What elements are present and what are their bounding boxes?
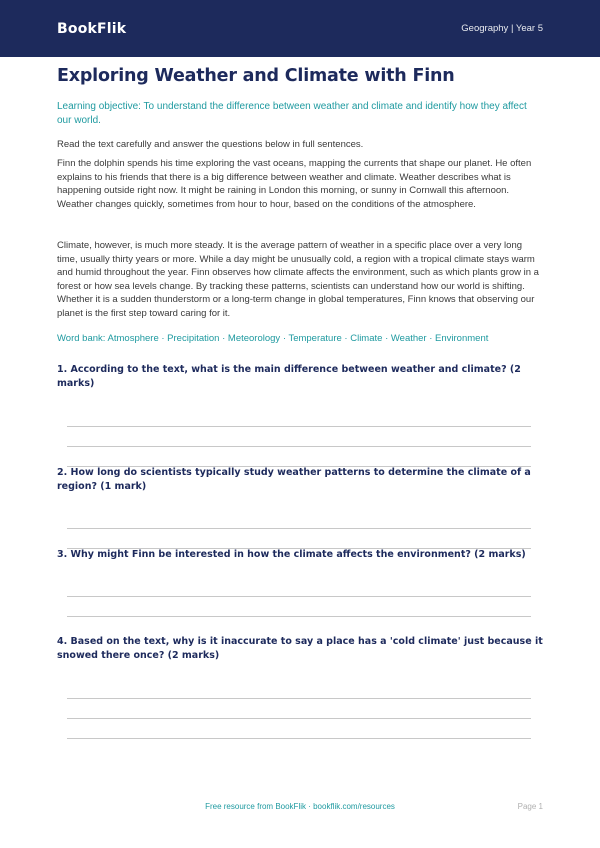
word-bank: Word bank: Atmosphere · Precipitation · Meteorology · Temperature · Climate · Weather · Environment <box>57 333 489 344</box>
page-number: Page 1 <box>517 802 543 811</box>
question-1: 1. According to the text, what is the main difference between weather and climate? (2 marks) <box>57 364 521 389</box>
reading-paragraph-2: Climate, however, is much more steady. It is the average pattern of weather in a specific place over a very long time, usually thirty years or more. While a day might be unusually cold, a region with a tropical climate stays warm and humid throughout the year. Finn observes how climate affects the environment, such as which plants grow in a forest or how sea levels change. By tracking these patterns, scientists can understand how our world is shifting. Whether it is a sudden thunderstorm or a long-term change in global temperatures, Finn knows that observing our planet is the first step toward caring for it. <box>57 240 539 319</box>
page-title: Exploring Weather and Climate with Finn <box>57 66 455 86</box>
learning-objective: Learning objective: To understand the difference between weather and climate and identify how they affect our world. <box>57 101 527 126</box>
question-3: 3. Why might Finn be interested in how the climate affects the environment? (2 marks) <box>57 549 526 560</box>
question-2: 2. How long do scientists typically study weather patterns to determine the climate of a region? (1 mark) <box>57 467 531 492</box>
answer-line[interactable] <box>67 596 531 597</box>
answer-line[interactable] <box>67 698 531 699</box>
question-4: 4. Based on the text, why is it inaccurate to say a place has a 'cold climate' just because it snowed there once? (2 marks) <box>57 636 543 661</box>
answer-line[interactable] <box>67 446 531 447</box>
footer-resource-link[interactable]: Free resource from BookFlik · bookflik.com/resources <box>205 802 395 811</box>
page-header <box>0 0 600 57</box>
instructions: Read the text carefully and answer the questions below in full sentences. <box>57 139 364 150</box>
answer-line[interactable] <box>67 718 531 719</box>
reading-paragraph-1: Finn the dolphin spends his time exploring the vast oceans, mapping the currents that shape our planet. He often explains to his friends that there is a big difference between weather and climate. Weather describes what is happening outside right now. It might be raining in London this morning, or sunny in Cornwall this afternoon. Weather changes quickly, sometimes from hour to hour, based on the conditions of the atmosphere. <box>57 158 532 210</box>
answer-line[interactable] <box>67 616 531 617</box>
brand-logo: BookFlik <box>57 20 127 37</box>
subject-year-label: Geography | Year 5 <box>461 23 543 34</box>
answer-line[interactable] <box>67 738 531 739</box>
answer-line[interactable] <box>67 528 531 529</box>
answer-line[interactable] <box>67 426 531 427</box>
